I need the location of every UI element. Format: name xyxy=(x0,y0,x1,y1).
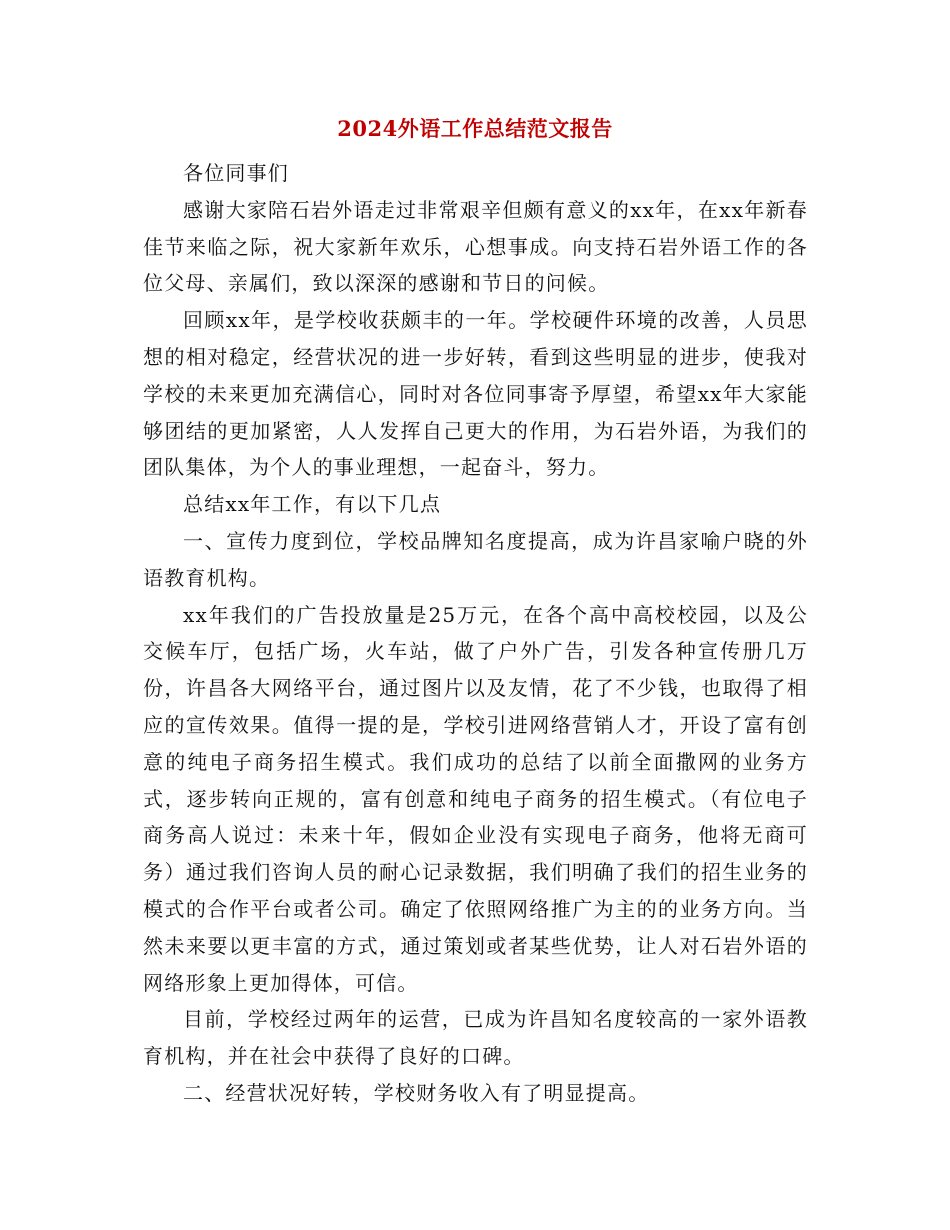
paragraph-summary-intro: 总结xx年工作，有以下几点 xyxy=(183,492,442,517)
paragraph-section-one-heading: 一、宣传力度到位，学校品牌知名度提高，成为许昌家喻户晓的外语教育机构。 xyxy=(143,528,808,590)
document-title: 2024外语工作总结范文报告 xyxy=(337,116,613,141)
paragraph-advertising: xx年我们的广告投放量是25万元，在各个高中高校校园，以及公交候车厅，包括广场，火车站，做了户外广告，引发各种宣传册几万份，许昌各大网络平台，通过图片以及友情，花了不少钱，也取得了相应的宣传效果。值得一提的是，学校引进网络营销人才，开设了富有创意的纯电子商务招生模式。我们成功的总结了以前全面撒网的业务方式，逐步转向正规的，富有创意和纯电子商务的招生模式。（有位电子商务高人说过：未来十年，假如企业没有实现电子商务，他将无商可务）通过我们咨询人员的耐心记录数据，我们明确了我们的招生业务的模式的合作平台或者公司。确定了依照网络推广为主的的业务方向。当然未来要以更丰富的方式，通过策划或者某些优势，让人对石岩外语的网络形象上更加得体，可信。 xyxy=(143,602,808,995)
paragraph-review: 回顾xx年，是学校收获颇丰的一年。学校硬件环境的改善，人员思想的相对稳定，经营状况的进一步好转，看到这些明显的进步，使我对学校的未来更加充满信心，同时对各位同事寄予厚望，希望xx年大家能够团结的更加紧密，人人发挥自己更大的作用，为石岩外语，为我们的团队集体，为个人的事业理想，一起奋斗，努力。 xyxy=(143,308,808,480)
document-body xyxy=(143,155,808,1112)
paragraph-thanks: 感谢大家陪石岩外语走过非常艰辛但颇有意义的xx年，在xx年新春佳节来临之际，祝大家新年欢乐，心想事成。向支持石岩外语工作的各位父母、亲属们，致以深深的感谢和节日的问候。 xyxy=(143,197,808,296)
paragraph-current-status: 目前，学校经过两年的运营，已成为许昌知名度较高的一家外语教育机构，并在社会中获得了良好的口碑。 xyxy=(143,1007,808,1069)
paragraph-greeting: 各位同事们 xyxy=(183,161,289,185)
paragraph-section-two-heading: 二、经营状况好转，学校财务收入有了明显提高。 xyxy=(183,1080,650,1105)
